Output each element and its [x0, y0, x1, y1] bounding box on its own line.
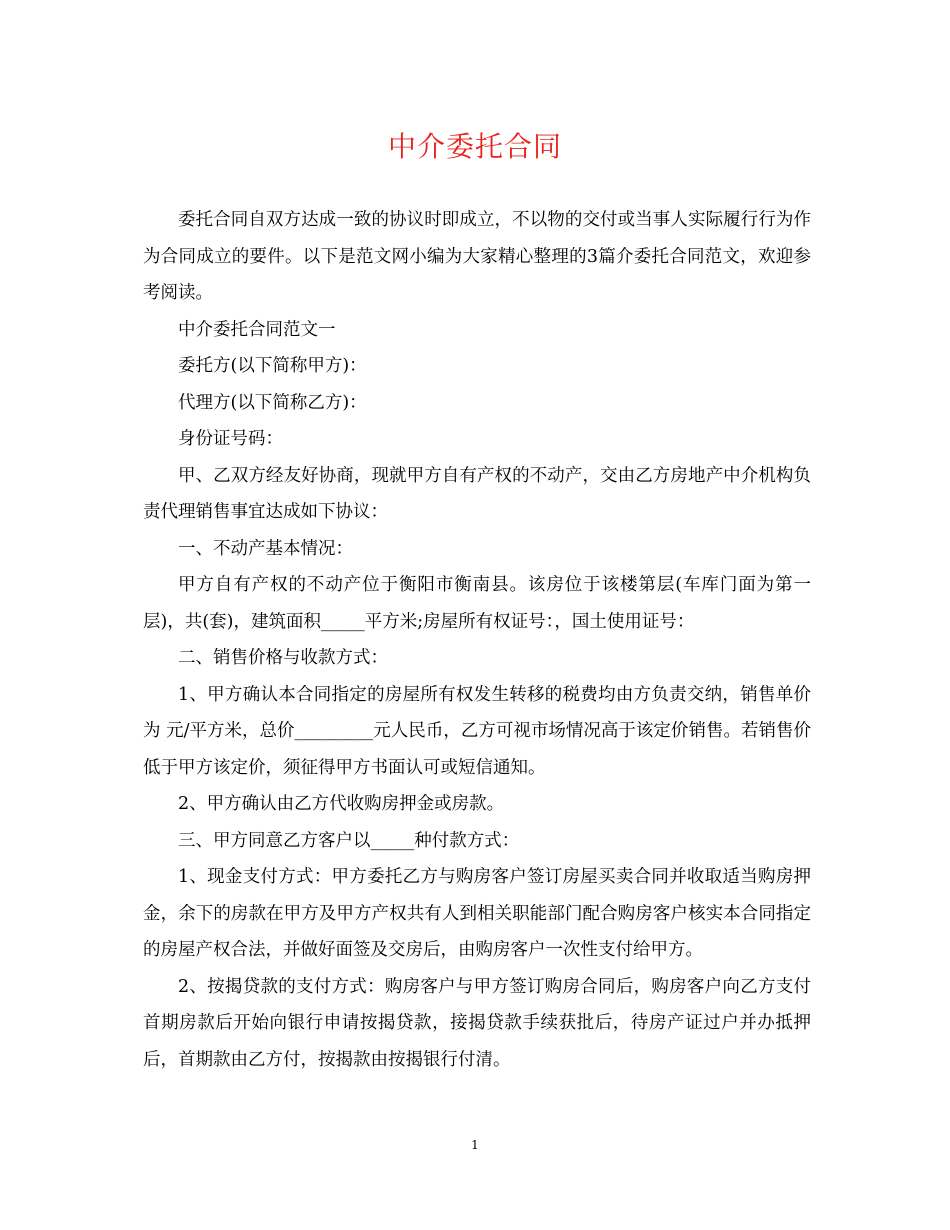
paragraph-mortgage-payment: 2、按揭贷款的支付方式：购房客户与甲方签订购房合同后，购房客户向乙方支付首期房款后开始向银行申请按揭贷款，接揭贷款手续获批后，待房产证过户并办抵押后，首期款由乙方付，按揭款由按揭银行付清。 [143, 976, 811, 1070]
paragraph-cash-payment: 1、现金支付方式：甲方委托乙方与购房客户签订房屋买卖合同并收取适当购房押金，余下的房款在甲方及甲方产权共有人到相关职能部门配合购房客户核实本合同指定的房屋产权合法，并做好面签及交房后，由购房客户一次性支付给甲方。 [143, 867, 811, 960]
paragraph-clause-2-heading: 二、销售价格与收款方式： [178, 648, 388, 668]
paragraph-principal: 委托方(以下简称甲方)： [178, 356, 367, 376]
paragraph-id-number: 身份证号码： [178, 429, 283, 449]
document-title: 中介委托合同 [387, 130, 562, 163]
paragraph-deposit-terms: 2、甲方确认由乙方代收购房押金或房款。 [178, 794, 505, 814]
paragraph-property-details: 甲方自有产权的不动产位于衡阳市衡南县。该房位于该楼第层(车库门面为第一层)，共(套)，建筑面积_____平方米;房屋所有权证号：，国土使用证号： [143, 575, 811, 632]
paragraph-price-terms: 1、甲方确认本合同指定的房屋所有权发生转移的税费均由方负责交纳，销售单价为 元/平方米，总价_________元人民币，乙方可视市场情况高于该定价销售。若销售价低于甲方该定价，须征得甲方书面认可或短信通知。 [143, 684, 811, 778]
paragraph-agent: 代理方(以下简称乙方)： [178, 392, 367, 413]
paragraph-clause-3-heading: 三、甲方同意乙方客户以_____种付款方式： [178, 830, 520, 851]
paragraph-clause-1-heading: 一、不动产基本情况： [178, 538, 353, 559]
document-body [143, 202, 811, 1078]
page-number: 1 [471, 1138, 479, 1152]
paragraph-intro: 委托合同自双方达成一致的协议时即成立，不以物的交付或当事人实际履行行为作为合同成立的要件。以下是范文网小编为大家精心整理的3篇介委托合同范文，欢迎参考阅读。 [143, 210, 811, 303]
paragraph-agreement: 甲、乙双方经友好协商，现就甲方自有产权的不动产，交由乙方房地产中介机构负责代理销售事宜达成如下协议： [143, 465, 811, 522]
paragraph-section-heading: 中介委托合同范文一 [178, 319, 336, 340]
